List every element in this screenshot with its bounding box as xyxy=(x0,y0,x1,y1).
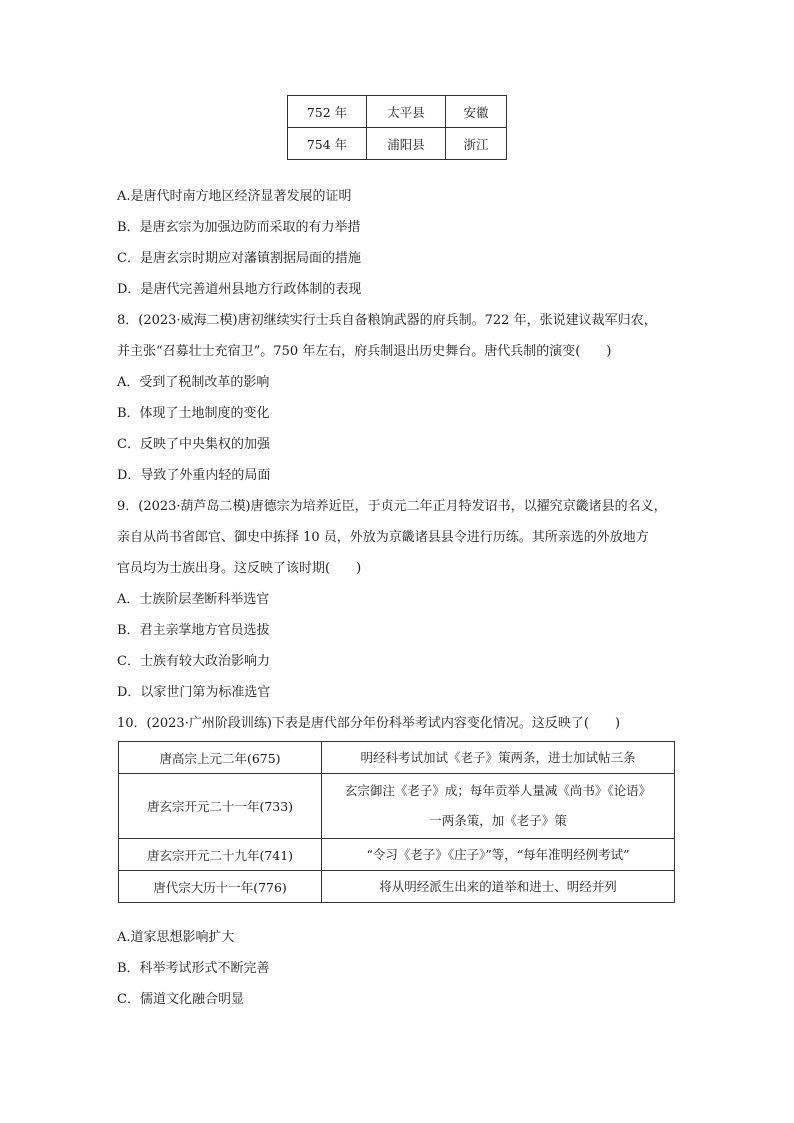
q9-stem-line-2: 亲自从尚书省郎官、御史中拣择 10 员，外放为京畿诸县县令进行历练。其所亲选的外放地方 xyxy=(117,530,649,545)
table-row xyxy=(119,839,675,871)
table-row xyxy=(119,871,675,903)
q9-stem-line-1: 9．(2023·葫芦岛二模)唐德宗为培养近臣，于贞元二年正月特发诏书，以擢究京畿诸县的名义， xyxy=(117,499,667,514)
table-row xyxy=(119,774,675,839)
q10-option-c: C．儒道文化融合明显 xyxy=(117,992,244,1007)
q8-option-b: B．体现了土地制度的变化 xyxy=(117,406,270,421)
content-line: 玄宗御注《老子》成；每年贡举人量减《尚书》《论语》 xyxy=(344,783,652,798)
q9-option-d: D．以家世门第为标准选官 xyxy=(117,685,271,700)
table-cell-period: 唐高宗上元二年(675) xyxy=(119,742,322,774)
q7-option-d: D．是唐代完善道州县地方行政体制的表现 xyxy=(117,282,362,297)
content-line: “令习《老子》《庄子》”等，“每年准明经例考试” xyxy=(366,846,630,862)
content-line: 明经科考试加试《老子》策两条，进士加试帖三条 xyxy=(360,749,636,765)
q10-option-b: B．科举考试形式不断完善 xyxy=(117,961,270,976)
table-cell-content xyxy=(322,839,675,871)
q10-option-a: A.道家思想影响扩大 xyxy=(117,930,235,945)
q7-option-a: A.是唐代时南方地区经济显著发展的证明 xyxy=(117,189,352,204)
q10-stem: 10．(2023·广州阶段训练)下表是唐代部分年份科举考试内容变化情况。这反映了( ) xyxy=(117,716,621,731)
table-cell-county: 浦阳县 xyxy=(367,128,446,160)
table-cell-year: 754 年 xyxy=(288,128,367,160)
table-cell-period: 唐玄宗开元二十九年(741) xyxy=(119,839,322,871)
q7-option-c: C．是唐玄宗时期应对藩镇割据局面的措施 xyxy=(117,251,361,266)
table-cell-province: 浙江 xyxy=(446,128,507,160)
q9-stem-line-3: 官员均为士族出身。这反映了该时期( ) xyxy=(117,561,362,576)
table-cell-period: 唐玄宗开元二十一年(733) xyxy=(119,774,322,839)
table-row xyxy=(288,128,507,160)
table-cell-content xyxy=(322,871,675,903)
content-line: 将从明经派生出来的道举和进士、明经并列 xyxy=(379,878,617,894)
table-cell-content xyxy=(322,774,675,839)
table-row xyxy=(288,96,507,128)
q9-option-a: A．士族阶层垄断科举选官 xyxy=(117,592,270,607)
q8-option-a: A．受到了税制改革的影响 xyxy=(117,375,270,390)
q8-option-c: C．反映了中央集权的加强 xyxy=(117,437,270,452)
q9-option-c: C．士族有较大政治影响力 xyxy=(117,654,270,669)
table-row xyxy=(119,742,675,774)
table-cell-content xyxy=(322,742,675,774)
table-cell-year: 752 年 xyxy=(288,96,367,128)
table-cell-period: 唐代宗大历十一年(776) xyxy=(119,871,322,903)
q9-option-b: B．君主亲掌地方官员选拔 xyxy=(117,623,270,638)
q8-option-d: D．导致了外重内轻的局面 xyxy=(117,468,271,483)
exam-content-table xyxy=(118,741,675,903)
q8-stem-line-1: 8．(2023·威海二模)唐初继续实行士兵自备粮饷武器的府兵制。722 年，张说建议裁军归农， xyxy=(117,313,657,328)
q7-option-b: B．是唐玄宗为加强边防而采取的有力举措 xyxy=(117,220,361,235)
table-cell-province: 安徽 xyxy=(446,96,507,128)
table-cell-county: 太平县 xyxy=(367,96,446,128)
q8-stem-line-2: 并主张“召募壮士充宿卫”。750 年左右，府兵制退出历史舞台。唐代兵制的演变( ) xyxy=(117,344,612,359)
county-table xyxy=(287,95,507,160)
content-line: 一两条策，加《老子》策 xyxy=(429,813,567,828)
